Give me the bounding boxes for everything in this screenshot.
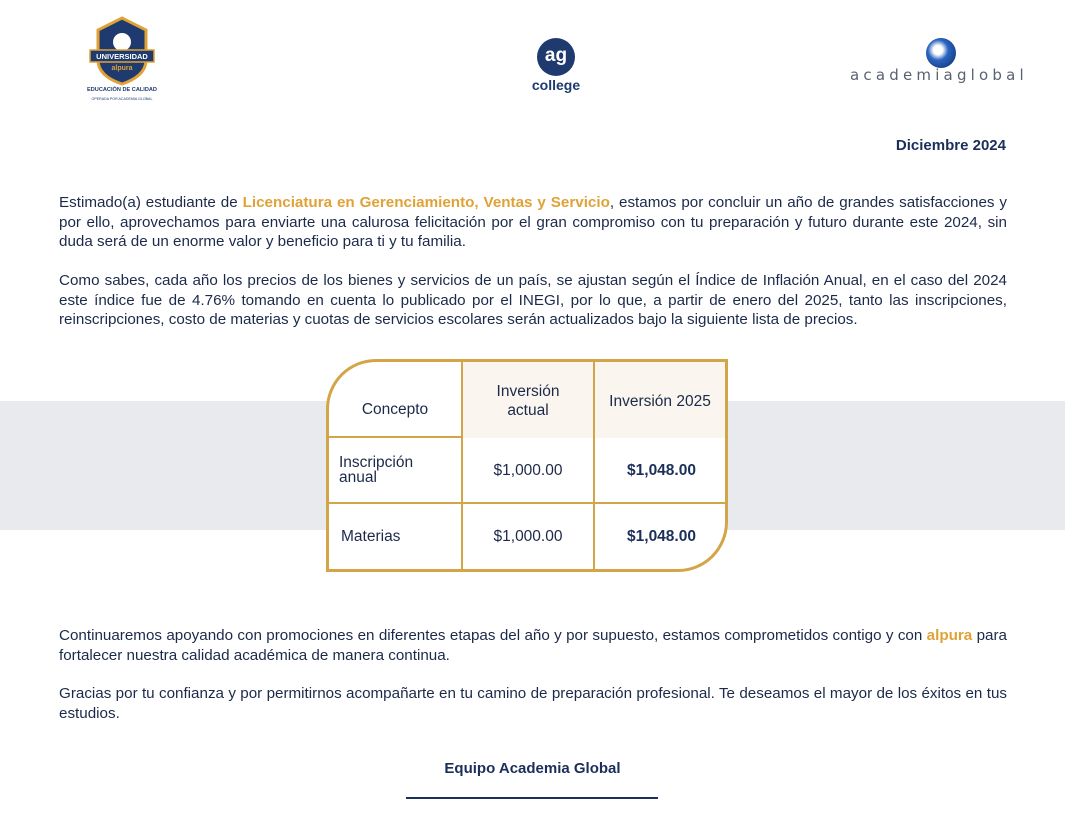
row-new-price: $1,048.00 (627, 461, 696, 479)
closing-lead: Continuaremos apoyando con promociones en diferentes etapas del año y por supuesto, estamos comprometidos contigo y con (59, 627, 927, 644)
ag-college-logo (526, 38, 586, 96)
price-table (326, 359, 728, 572)
closing-rest: para fortalecer nuestra calidad académica de manera continua. (59, 627, 1007, 664)
signature-line (406, 797, 658, 799)
header-inversion-actual: Inversión actual (496, 383, 560, 419)
letter-date: Diciembre 2024 (895, 137, 1006, 154)
row-concept: Materias (341, 527, 401, 545)
academia-global-word: academiaglobal (850, 66, 1028, 84)
row-current-price: $1,000.00 (493, 461, 563, 479)
program-name: Licenciatura en Gerenciamiento, Ventas y Servicio (242, 194, 610, 211)
row-new-price: $1,048.00 (627, 527, 696, 545)
intro-rest: , estamos por concluir un año de grandes satisfacciones y por ello, aprovechamos para enviarte una calurosa felicitación por el gran compromiso con tu preparación y futuro durante este 2024, sin duda será de un enorme valor y beneficio para ti y tu familia. (59, 194, 1007, 250)
header-concepto: Concepto (361, 400, 429, 418)
globe-icon (926, 38, 956, 68)
shield-logo-icon (84, 16, 160, 104)
inflation-paragraph: Como sabes, cada año los precios de los bienes y servicios de un país, se ajustan según el Índice de Inflación Anual, en el caso del 2024 este índice fue de 4.76% tomando en cuenta lo publicado por el INEGI, por lo que, a partir de enero del 2025, tanto las inscripciones, reinscripciones, costo de materias y cuotas de servicios escolares serán actualizados bajo la siguiente lista de precios. (59, 272, 1007, 328)
universidad-alpura-logo (84, 16, 160, 104)
closing-paragraph (59, 626, 1007, 665)
alpura-brand: alpura (926, 627, 973, 644)
universidad-tagline: EDUCACIÓN DE CALIDAD (87, 87, 157, 93)
thanks-paragraph: Gracias por tu confianza y por permitirnos acompañarte en tu camino de preparación profesional. Te deseamos el mayor de los éxitos en tus estudios. (59, 685, 1007, 722)
ag-college-word: college (531, 77, 581, 93)
intro-paragraph (59, 193, 1007, 252)
row-current-price: $1,000.00 (493, 527, 563, 545)
universidad-brand-text: alpura (111, 65, 133, 72)
universidad-banner-text: UNIVERSIDAD (96, 52, 148, 61)
signature: Equipo Academia Global (444, 760, 621, 777)
academia-global-logo (846, 36, 1028, 88)
header-inversion-2025: Inversión 2025 (609, 392, 711, 410)
ag-mark: ag (537, 38, 575, 76)
universidad-subtitle: OPERADA POR ACADEMIA GLOBAL (91, 97, 153, 101)
intro-lead: Estimado(a) estudiante de (59, 194, 243, 211)
row-concept: Inscripción anual (339, 454, 414, 486)
